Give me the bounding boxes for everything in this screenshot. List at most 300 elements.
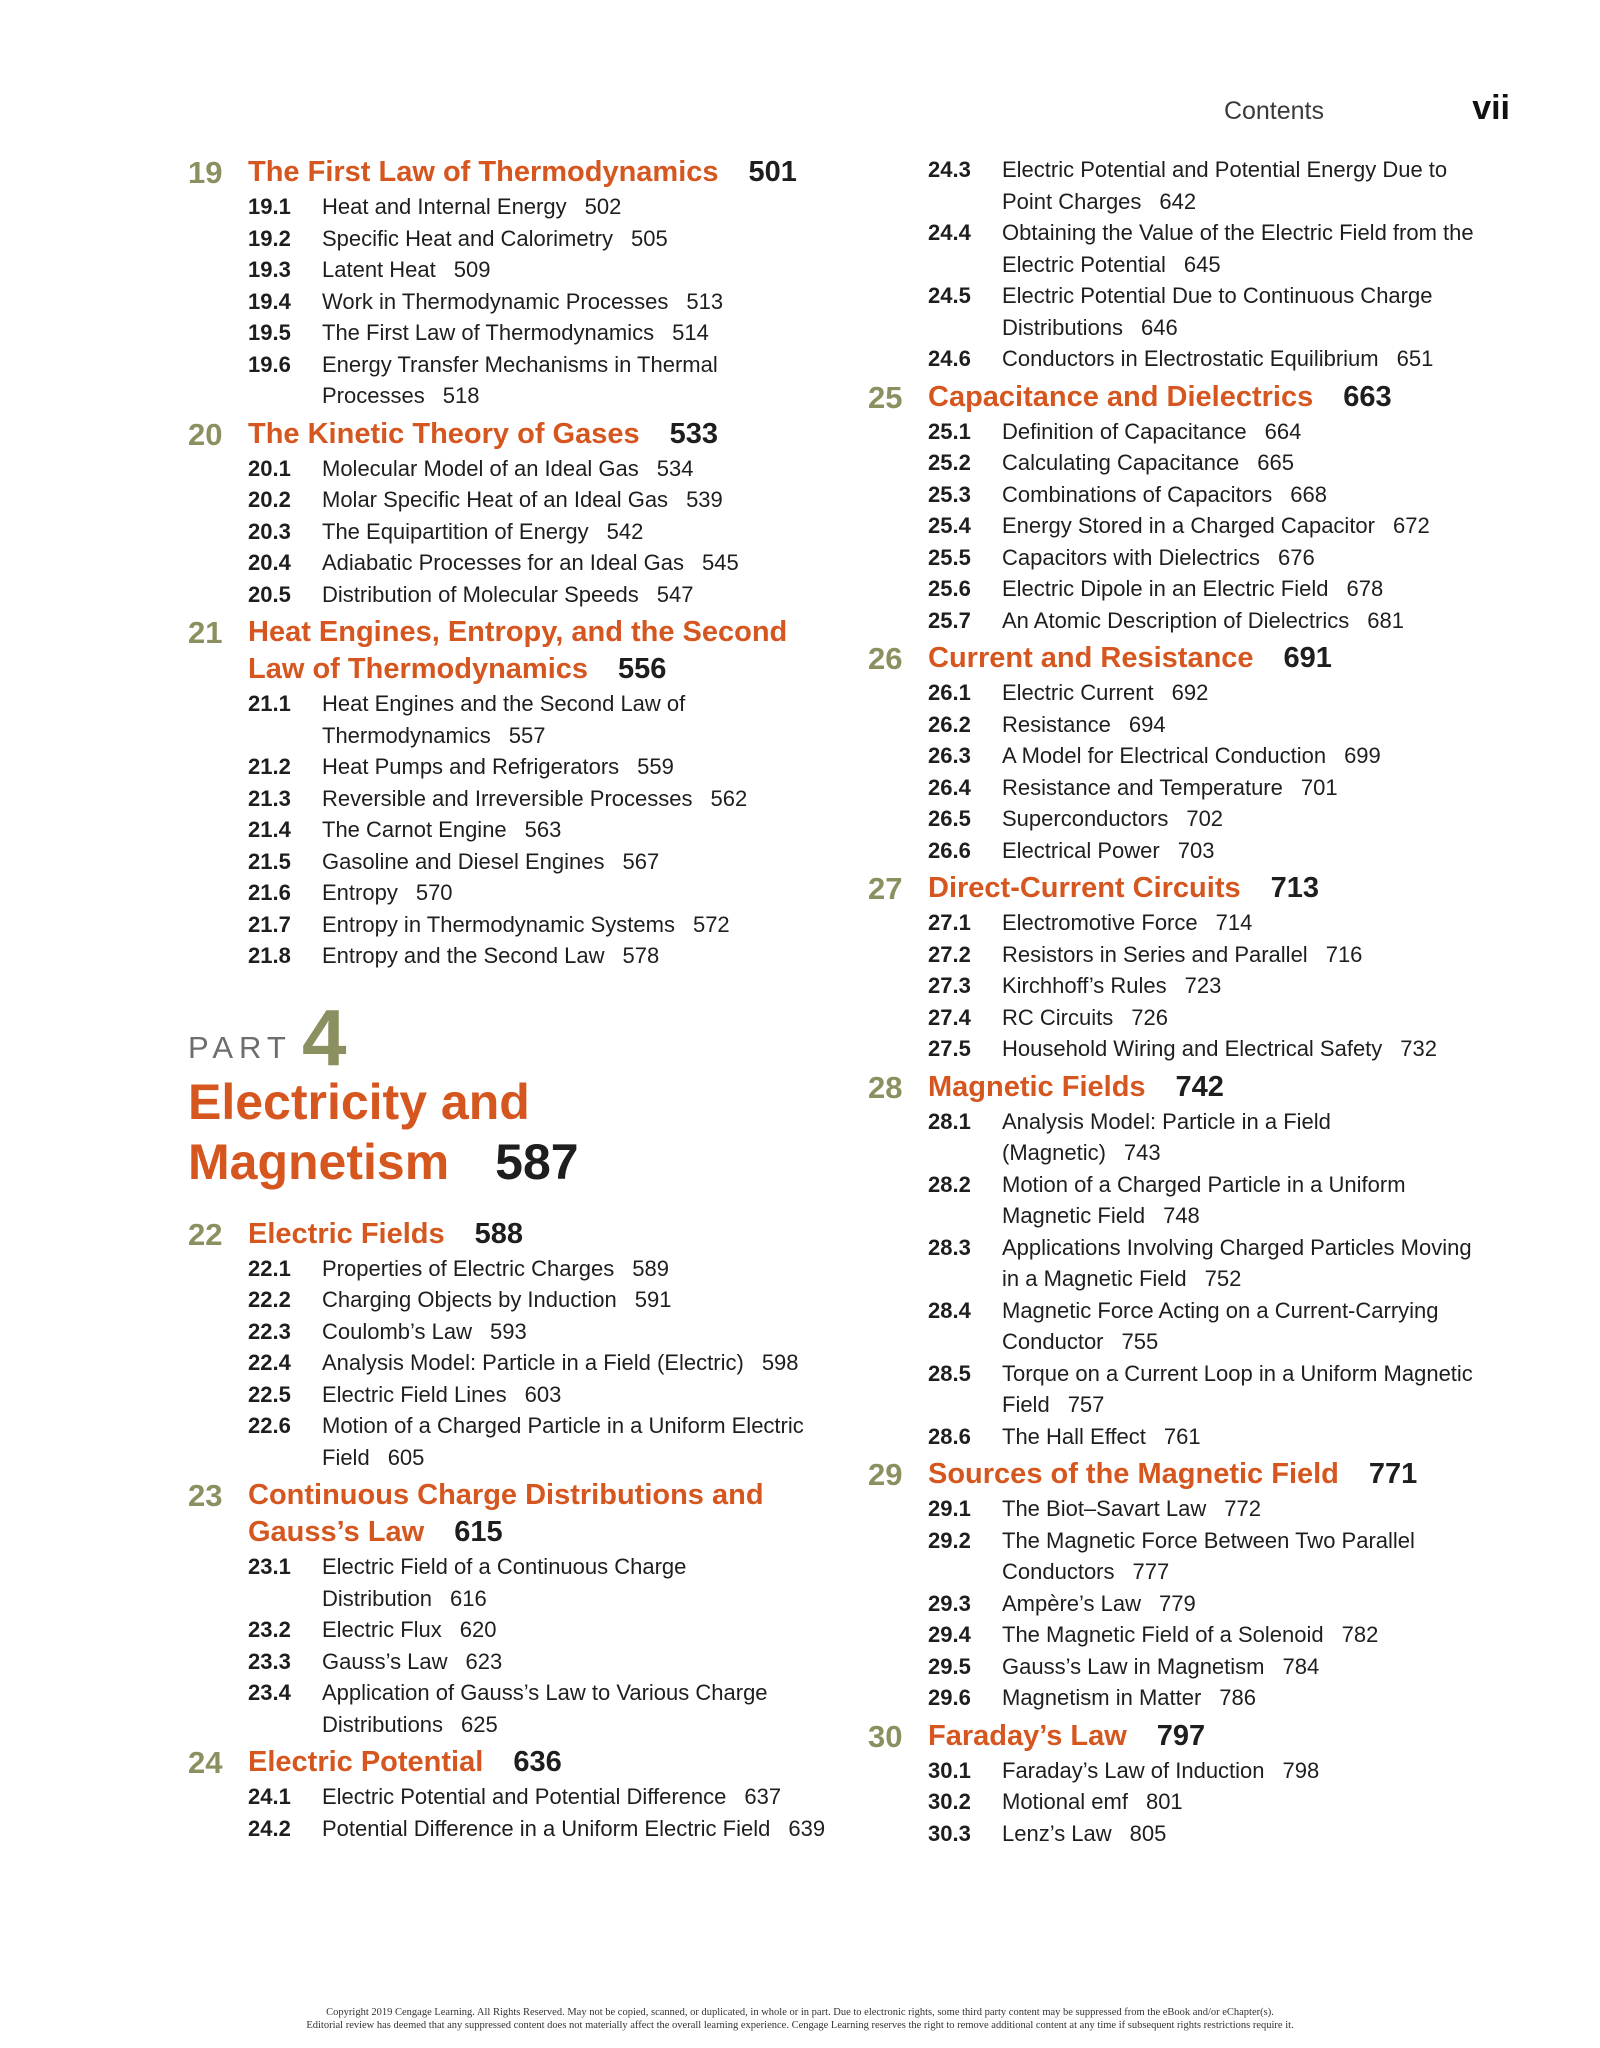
- section-title: Electric Dipole in an Electric Field: [1002, 576, 1329, 601]
- chapter-heading[interactable]: [868, 640, 1488, 677]
- toc-section[interactable]: [868, 217, 1488, 280]
- toc-section[interactable]: [868, 1421, 1488, 1453]
- section-number: 28.1: [928, 1108, 971, 1134]
- section-page: 645: [1183, 251, 1221, 277]
- section-title-wrap: [1002, 447, 1488, 479]
- section-page: 779: [1159, 1590, 1196, 1616]
- section-title-wrap: [322, 1646, 828, 1678]
- section-page: 784: [1282, 1653, 1320, 1679]
- toc-section[interactable]: [868, 154, 1488, 217]
- section-title: Obtaining the Value of the Electric Field from the Electric Potential: [1002, 220, 1474, 277]
- section-page: 591: [634, 1287, 672, 1312]
- chapter-title-wrap: [928, 379, 1488, 416]
- section-number: 27.5: [928, 1036, 971, 1061]
- section-number: 21.2: [248, 754, 291, 779]
- chapter-title-wrap: [248, 1216, 828, 1253]
- section-title-wrap: [1002, 510, 1488, 542]
- chapter-title-wrap: [248, 1477, 828, 1551]
- part-title-line2: [188, 1132, 828, 1192]
- section-title: Entropy: [322, 880, 398, 905]
- section-page: 572: [692, 911, 730, 937]
- toc-section[interactable]: [868, 1232, 1488, 1295]
- section-title: Ampère’s Law: [1002, 1590, 1141, 1616]
- section-number: 29.2: [928, 1527, 971, 1553]
- section-title-wrap: [1002, 217, 1488, 280]
- section-title: Kirchhoff’s Rules: [1002, 973, 1167, 998]
- toc-section[interactable]: [188, 516, 828, 548]
- section-title: Electric Potential and Potential Energy Due to Point Charges: [1002, 157, 1448, 214]
- chapter-page: 615: [454, 1516, 503, 1548]
- chapter-title: Electric Potential: [248, 1746, 484, 1778]
- section-title-wrap: [1002, 1033, 1488, 1065]
- section-title-wrap: [1002, 772, 1488, 804]
- section-number: 30.2: [928, 1789, 971, 1814]
- section-number: 25.6: [928, 576, 971, 601]
- toc-section[interactable]: [868, 1295, 1488, 1358]
- toc-section[interactable]: [868, 280, 1488, 343]
- toc-section[interactable]: [188, 1316, 828, 1348]
- section-number: 23.4: [248, 1680, 291, 1705]
- section-page: 714: [1215, 910, 1253, 935]
- section-title-wrap: [322, 317, 828, 349]
- chapter-page: 533: [669, 417, 718, 450]
- section-page: 605: [387, 1444, 425, 1470]
- section-title-wrap: [1002, 1786, 1488, 1818]
- section-title: Resistance: [1002, 711, 1111, 737]
- section-title-wrap: [1002, 907, 1488, 939]
- section-page: 748: [1163, 1203, 1200, 1228]
- section-number: 21.6: [248, 880, 291, 905]
- section-page: 755: [1121, 1329, 1159, 1354]
- chapter-title: Capacitance and Dielectrics: [928, 380, 1314, 413]
- section-title-wrap: [322, 1551, 828, 1614]
- section-number: 26.4: [928, 774, 971, 800]
- section-page: 505: [631, 225, 668, 251]
- toc-chapter: [188, 416, 828, 611]
- section-title-wrap: [322, 453, 828, 485]
- section-title-wrap: [1002, 1295, 1488, 1358]
- section-title-wrap: [1002, 573, 1488, 605]
- section-number: 20.3: [248, 518, 291, 544]
- chapter-title: Faraday’s Law: [928, 1719, 1127, 1752]
- toc-section[interactable]: [868, 803, 1488, 835]
- section-page: 786: [1219, 1685, 1257, 1710]
- chapter-number: 26: [868, 641, 903, 676]
- section-page: 757: [1067, 1392, 1105, 1417]
- toc-section[interactable]: [188, 286, 828, 318]
- toc-section[interactable]: [188, 1781, 828, 1813]
- chapter-title-wrap: [248, 614, 828, 688]
- toc-section[interactable]: [868, 1682, 1488, 1714]
- section-number: 20.1: [248, 455, 291, 481]
- chapter-title: Continuous Charge Distributions and Gauss’s Law: [248, 1479, 764, 1548]
- toc-section[interactable]: [868, 939, 1488, 971]
- chapter-title: The Kinetic Theory of Gases: [248, 417, 640, 450]
- chapter-heading[interactable]: [188, 1744, 828, 1781]
- toc-section[interactable]: [188, 1551, 828, 1614]
- section-title-wrap: [322, 286, 828, 318]
- chapter-title-wrap: [928, 1718, 1488, 1755]
- section-title-wrap: [1002, 1525, 1488, 1588]
- toc-section[interactable]: [868, 447, 1488, 479]
- chapter-heading[interactable]: [188, 1216, 828, 1253]
- toc-section[interactable]: [188, 1347, 828, 1379]
- section-number: 27.3: [928, 973, 971, 998]
- section-title-wrap: [322, 1284, 828, 1316]
- toc-section[interactable]: [188, 688, 828, 751]
- part-label: PART: [188, 1029, 292, 1065]
- section-number: 29.5: [928, 1653, 971, 1679]
- toc-section[interactable]: [868, 709, 1488, 741]
- chapter-heading[interactable]: [188, 154, 828, 191]
- section-title: Charging Objects by Induction: [322, 1287, 617, 1312]
- section-number: 30.3: [928, 1820, 971, 1846]
- section-title: Resistors in Series and Parallel: [1002, 941, 1308, 967]
- section-title-wrap: [1002, 1682, 1488, 1714]
- chapter-heading[interactable]: [188, 614, 828, 688]
- toc-section[interactable]: [868, 1651, 1488, 1683]
- section-page: 701: [1300, 774, 1338, 800]
- chapter-title: Direct-Current Circuits: [928, 872, 1241, 904]
- section-title-wrap: [1002, 740, 1488, 772]
- section-title: Work in Thermodynamic Processes: [322, 288, 669, 314]
- toc-section[interactable]: [868, 907, 1488, 939]
- section-page: 545: [701, 550, 739, 575]
- section-title-wrap: [1002, 1106, 1488, 1169]
- section-number: 22.5: [248, 1381, 291, 1407]
- toc-section[interactable]: [188, 909, 828, 941]
- toc-chapter: [188, 614, 828, 972]
- toc-section[interactable]: [188, 1379, 828, 1411]
- toc-section[interactable]: [868, 1525, 1488, 1588]
- chapter-page: 588: [474, 1217, 524, 1250]
- chapter-heading[interactable]: [868, 1456, 1488, 1493]
- section-number: 29.4: [928, 1622, 971, 1647]
- section-title-wrap: [1002, 1588, 1488, 1620]
- section-page: 603: [524, 1381, 562, 1407]
- toc-section[interactable]: [188, 254, 828, 286]
- toc-section[interactable]: [868, 1619, 1488, 1651]
- section-number: 28.3: [928, 1234, 971, 1260]
- section-title: Entropy in Thermodynamic Systems: [322, 911, 675, 937]
- section-title: Resistance and Temperature: [1002, 774, 1283, 800]
- section-page: 639: [788, 1815, 826, 1841]
- section-title-wrap: [322, 1677, 828, 1740]
- section-page: 694: [1128, 711, 1166, 737]
- section-title: Gauss’s Law: [322, 1648, 448, 1674]
- section-title: Gasoline and Diesel Engines: [322, 848, 605, 874]
- section-number: 20.2: [248, 487, 291, 512]
- section-title-wrap: [322, 1614, 828, 1646]
- toc-section[interactable]: [868, 573, 1488, 605]
- toc-section[interactable]: [188, 349, 828, 412]
- section-title-wrap: [1002, 970, 1488, 1002]
- toc-section[interactable]: [868, 605, 1488, 637]
- toc-chapter: [188, 1477, 828, 1740]
- section-title-wrap: [1002, 154, 1488, 217]
- section-page: 646: [1141, 314, 1178, 340]
- toc-section[interactable]: [188, 877, 828, 909]
- chapter-number: 19: [188, 155, 223, 190]
- toc-section[interactable]: [188, 317, 828, 349]
- section-title: Applications Involving Charged Particles Moving in a Magnetic Field: [1002, 1234, 1472, 1291]
- section-title: Application of Gauss’s Law to Various Charge Distributions: [322, 1680, 768, 1737]
- section-number: 27.4: [928, 1004, 971, 1030]
- toc-section[interactable]: [868, 1818, 1488, 1850]
- toc-section[interactable]: [868, 343, 1488, 375]
- section-title: The Carnot Engine: [322, 817, 507, 842]
- toc-section[interactable]: [868, 740, 1488, 772]
- toc-section[interactable]: [188, 191, 828, 223]
- toc-section[interactable]: [868, 1755, 1488, 1787]
- section-title-wrap: [322, 1347, 828, 1379]
- toc-section[interactable]: [188, 453, 828, 485]
- toc-section[interactable]: [868, 1493, 1488, 1525]
- toc-section[interactable]: [868, 479, 1488, 511]
- section-title: Electric Field Lines: [322, 1381, 507, 1407]
- section-page: 678: [1346, 576, 1384, 601]
- toc-section[interactable]: [188, 846, 828, 878]
- chapter-heading[interactable]: [188, 416, 828, 453]
- section-number: 24.4: [928, 220, 971, 245]
- section-number: 20.5: [248, 581, 291, 607]
- toc-section[interactable]: [188, 1410, 828, 1473]
- section-page: 672: [1393, 513, 1430, 538]
- toc-section[interactable]: [868, 542, 1488, 574]
- section-page: 578: [622, 943, 660, 968]
- toc-section[interactable]: [188, 814, 828, 846]
- part-title-line1: Electricity and: [188, 1073, 530, 1130]
- section-title: Adiabatic Processes for an Ideal Gas: [322, 550, 684, 575]
- toc-section[interactable]: [868, 1786, 1488, 1818]
- section-number: 20.4: [248, 550, 291, 575]
- toc-section[interactable]: [868, 1106, 1488, 1169]
- section-number: 25.5: [928, 544, 971, 570]
- section-title-wrap: [322, 909, 828, 941]
- chapter-number: 24: [188, 1745, 223, 1780]
- section-number: 21.3: [248, 785, 291, 811]
- section-title-wrap: [1002, 605, 1488, 637]
- section-number: 28.6: [928, 1423, 971, 1449]
- toc-section[interactable]: [188, 547, 828, 579]
- toc-section[interactable]: [868, 1033, 1488, 1065]
- section-title-wrap: [322, 940, 828, 972]
- section-title: Energy Transfer Mechanisms in Thermal Processes: [322, 351, 718, 408]
- chapter-page: 691: [1283, 642, 1332, 674]
- section-number: 22.3: [248, 1318, 291, 1344]
- section-page: 665: [1257, 450, 1294, 475]
- section-number: 26.2: [928, 711, 971, 737]
- section-title-wrap: [1002, 1232, 1488, 1295]
- chapter-number: 29: [868, 1457, 903, 1492]
- chapter-title: Electric Fields: [248, 1217, 445, 1250]
- section-title: Magnetic Force Acting on a Current-Carrying Conductor: [1002, 1297, 1439, 1354]
- section-number: 25.1: [928, 418, 971, 444]
- section-number: 28.5: [928, 1360, 971, 1386]
- chapter-page: 636: [513, 1746, 562, 1778]
- section-number: 21.8: [248, 943, 291, 968]
- section-page: 726: [1131, 1004, 1168, 1030]
- section-title-wrap: [322, 846, 828, 878]
- section-page: 723: [1184, 973, 1222, 998]
- toc-section[interactable]: [868, 970, 1488, 1002]
- section-number: 30.1: [928, 1757, 971, 1783]
- chapter-heading[interactable]: [868, 870, 1488, 907]
- section-number: 26.5: [928, 806, 971, 831]
- toc-section[interactable]: [868, 677, 1488, 709]
- section-page: 625: [461, 1711, 498, 1737]
- section-page: 668: [1290, 481, 1327, 507]
- section-title-wrap: [322, 223, 828, 255]
- toc-section[interactable]: [188, 1813, 828, 1845]
- toc-section[interactable]: [868, 1169, 1488, 1232]
- section-title: Electric Potential and Potential Difference: [322, 1784, 727, 1809]
- toc-section[interactable]: [188, 1284, 828, 1316]
- section-page: 509: [453, 257, 491, 282]
- section-title-wrap: [322, 1813, 828, 1845]
- section-title-wrap: [1002, 709, 1488, 741]
- chapter-title-wrap: [248, 416, 828, 453]
- toc-section[interactable]: [868, 510, 1488, 542]
- section-title-wrap: [322, 1316, 828, 1348]
- header-label: Contents: [1223, 97, 1324, 125]
- toc-chapter: [188, 1744, 828, 1844]
- section-number: 29.1: [928, 1496, 971, 1521]
- section-title-wrap: [1002, 677, 1488, 709]
- section-page: 732: [1400, 1036, 1438, 1061]
- section-number: 29.3: [928, 1590, 971, 1616]
- toc-section[interactable]: [188, 1677, 828, 1740]
- section-page: 801: [1145, 1789, 1183, 1814]
- continued-sections: [868, 154, 1488, 375]
- section-title: Lenz’s Law: [1002, 1820, 1112, 1846]
- section-title-wrap: [322, 191, 828, 223]
- section-title: Motion of a Charged Particle in a Uniform Electric Field: [322, 1413, 804, 1470]
- section-title: The Equipartition of Energy: [322, 518, 589, 544]
- toc-section[interactable]: [868, 1358, 1488, 1421]
- toc-section[interactable]: [868, 416, 1488, 448]
- section-title: Reversible and Irreversible Processes: [322, 785, 693, 811]
- part-heading: [188, 992, 828, 1192]
- chapter-title: The First Law of Thermodynamics: [248, 156, 719, 188]
- part-title-text: Magnetism: [188, 1133, 450, 1190]
- toc-section[interactable]: [188, 940, 828, 972]
- toc-section[interactable]: [188, 579, 828, 611]
- toc-section[interactable]: [868, 835, 1488, 867]
- section-title: Heat Engines and the Second Law of Thermodynamics: [322, 691, 686, 748]
- section-number: 22.6: [248, 1413, 291, 1438]
- section-title-wrap: [322, 349, 828, 412]
- section-number: 25.3: [928, 481, 971, 507]
- section-title: Coulomb’s Law: [322, 1318, 473, 1344]
- section-title-wrap: [322, 751, 828, 783]
- section-title-wrap: [322, 547, 828, 579]
- section-title: Superconductors: [1002, 806, 1169, 831]
- section-title: Electrical Power: [1002, 837, 1160, 863]
- section-page: 642: [1159, 188, 1197, 214]
- toc-section[interactable]: [188, 1614, 828, 1646]
- part-page: 587: [495, 1133, 579, 1190]
- chapter-heading[interactable]: [868, 1718, 1488, 1755]
- section-title-wrap: [1002, 1169, 1488, 1232]
- section-page: 534: [656, 455, 694, 481]
- toc-section[interactable]: [188, 783, 828, 815]
- toc-chapter: [868, 1456, 1488, 1714]
- section-title: The Magnetic Field of a Solenoid: [1002, 1622, 1324, 1647]
- section-title: Definition of Capacitance: [1002, 418, 1247, 444]
- chapter-number: 27: [868, 871, 903, 906]
- section-title: Conductors in Electrostatic Equilibrium: [1002, 346, 1379, 371]
- section-number: 24.3: [928, 157, 971, 182]
- section-title: Electric Current: [1002, 680, 1154, 705]
- chapter-heading[interactable]: [868, 1069, 1488, 1106]
- section-title: Analysis Model: Particle in a Field (Electric): [322, 1350, 744, 1375]
- section-title: Calculating Capacitance: [1002, 450, 1240, 475]
- toc-section[interactable]: [188, 484, 828, 516]
- section-number: 25.7: [928, 607, 971, 633]
- chapter-page: 501: [748, 156, 797, 188]
- section-number: 22.2: [248, 1287, 291, 1312]
- section-title-wrap: [322, 254, 828, 286]
- toc-section[interactable]: [188, 1253, 828, 1285]
- section-number: 26.6: [928, 837, 971, 863]
- section-title-wrap: [322, 484, 828, 516]
- toc-section[interactable]: [868, 1588, 1488, 1620]
- section-page: 743: [1123, 1140, 1161, 1165]
- section-page: 805: [1129, 1820, 1167, 1846]
- section-page: 761: [1163, 1423, 1201, 1449]
- chapter-heading[interactable]: [868, 379, 1488, 416]
- section-number: 23.2: [248, 1617, 291, 1642]
- toc-section[interactable]: [188, 751, 828, 783]
- toc-section[interactable]: [868, 1002, 1488, 1034]
- section-number: 19.1: [248, 194, 291, 219]
- section-number: 26.1: [928, 680, 971, 705]
- section-title: Capacitors with Dielectrics: [1002, 544, 1260, 570]
- section-page: 637: [744, 1784, 782, 1809]
- toc-section[interactable]: [188, 223, 828, 255]
- toc-section[interactable]: [188, 1646, 828, 1678]
- chapter-number: 28: [868, 1069, 903, 1105]
- section-title: Magnetism in Matter: [1002, 1685, 1202, 1710]
- section-number: 21.1: [248, 691, 291, 716]
- section-title-wrap: [322, 877, 828, 909]
- chapter-title: Heat Engines, Entropy, and the Second Law of Thermodynamics: [248, 616, 788, 685]
- section-page: 598: [761, 1350, 799, 1375]
- section-page: 513: [686, 288, 724, 314]
- section-title: Motion of a Charged Particle in a Uniform Magnetic Field: [1002, 1171, 1406, 1228]
- section-page: 559: [637, 754, 674, 779]
- section-number: 22.1: [248, 1255, 291, 1281]
- toc-chapter: [868, 1718, 1488, 1850]
- section-page: 699: [1344, 743, 1381, 768]
- section-title: Entropy and the Second Law: [322, 943, 605, 968]
- section-page: 772: [1224, 1496, 1261, 1521]
- chapter-heading[interactable]: [188, 1477, 828, 1551]
- chapter-title-wrap: [928, 1069, 1488, 1106]
- toc-right-column: [868, 154, 1488, 1853]
- section-title: Distribution of Molecular Speeds: [322, 581, 639, 607]
- section-page: 514: [672, 320, 709, 345]
- toc-section[interactable]: [868, 772, 1488, 804]
- section-title: Molar Specific Heat of an Ideal Gas: [322, 487, 669, 512]
- section-title: Heat Pumps and Refrigerators: [322, 754, 620, 779]
- section-title: Torque on a Current Loop in a Uniform Magnetic Field: [1002, 1360, 1473, 1417]
- section-title-wrap: [1002, 1818, 1488, 1850]
- section-title: Faraday’s Law of Induction: [1002, 1757, 1265, 1783]
- section-title-wrap: [1002, 280, 1488, 343]
- chapter-number: 21: [188, 615, 223, 650]
